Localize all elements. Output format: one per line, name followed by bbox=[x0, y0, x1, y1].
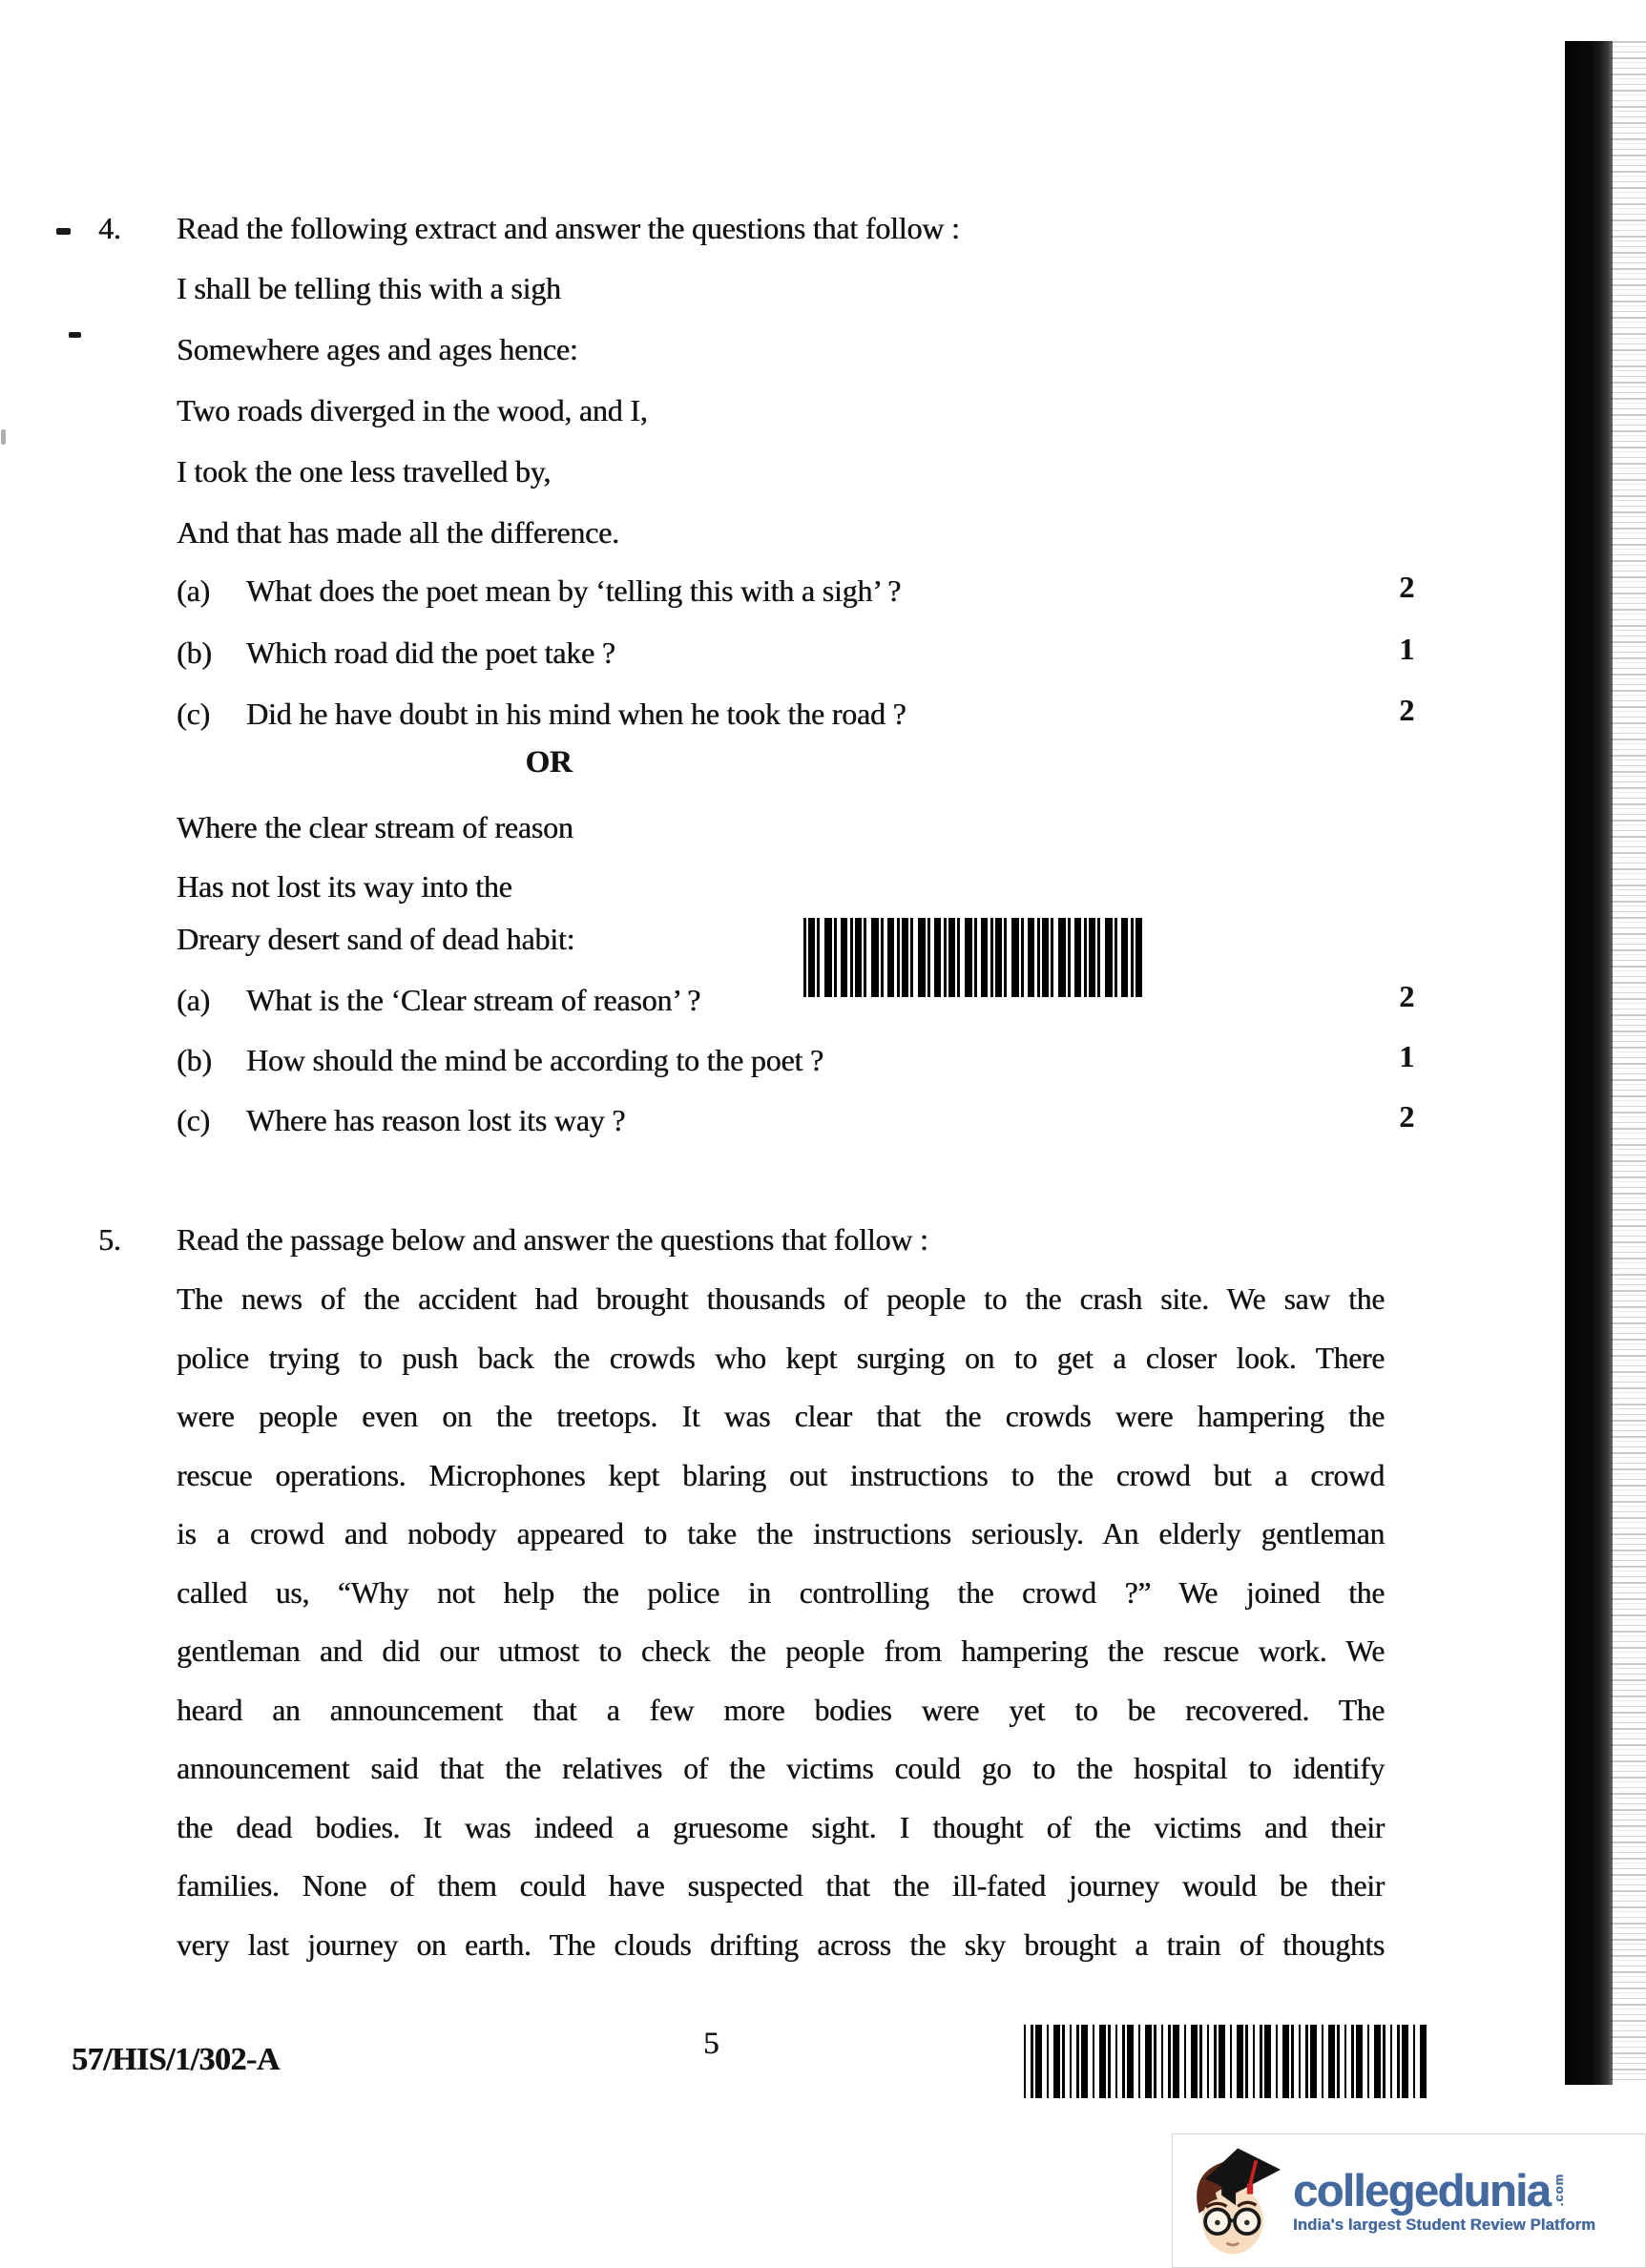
sub-question-text: How should the mind be according to the poet ? bbox=[246, 1043, 823, 1077]
passage-line: announcement said that the relatives of the victims could go to the hospital to identify bbox=[177, 1752, 1385, 1785]
collegedunia-logo-text: collegedunia bbox=[1293, 2164, 1551, 2216]
poem-line: Dreary desert sand of dead habit: bbox=[177, 922, 575, 956]
sub-question-label: (b) bbox=[177, 635, 212, 670]
passage-line: is a crowd and nobody appeared to take the instructions seriously. An elderly gentleman bbox=[177, 1517, 1385, 1550]
question-5-number: 5. bbox=[98, 1222, 121, 1257]
scan-edge-noise bbox=[1611, 41, 1646, 2085]
sub-question-row bbox=[177, 979, 1414, 1018]
scan-speck bbox=[1, 429, 6, 445]
sub-question-row bbox=[177, 1039, 1414, 1078]
marks-value: 1 bbox=[1399, 1039, 1414, 1073]
poem-line: I shall be telling this with a sigh bbox=[177, 271, 561, 305]
sub-question-row bbox=[177, 693, 1414, 732]
or-separator: OR bbox=[525, 745, 573, 780]
sub-question-label: (c) bbox=[177, 697, 210, 731]
collegedunia-tld-text: .com bbox=[1552, 2173, 1567, 2206]
passage-line: The news of the accident had brought thousands of people to the crash site. We saw the bbox=[177, 1282, 1385, 1316]
sub-question-row bbox=[177, 632, 1414, 671]
poem-line: And that has made all the difference. bbox=[177, 515, 619, 550]
scan-speck bbox=[69, 332, 81, 338]
reading-passage bbox=[177, 1270, 1385, 1974]
sub-question-row bbox=[177, 570, 1414, 609]
marks-value: 2 bbox=[1399, 1099, 1414, 1134]
passage-line: heard an announcement that a few more bodies were yet to be recovered. The bbox=[177, 1693, 1385, 1727]
sub-question-text: What does the poet mean by ‘telling this with a sigh’ ? bbox=[246, 573, 902, 608]
passage-line: were people even on the treetops. It was clear that the crowds were hampering the bbox=[177, 1400, 1385, 1433]
poem-line: Two roads diverged in the wood, and I, bbox=[177, 393, 648, 427]
collegedunia-tagline: India's largest Student Review Platform bbox=[1293, 2216, 1596, 2234]
passage-line: very last journey on earth. The clouds drifting across the sky brought a train of thoughts bbox=[177, 1927, 1385, 1962]
barcode bbox=[1024, 2025, 1427, 2098]
sub-question-text: What is the ‘Clear stream of reason’ ? bbox=[246, 983, 701, 1017]
marks-value: 1 bbox=[1399, 632, 1414, 666]
poem-line: Where the clear stream of reason bbox=[177, 810, 573, 844]
passage-line: families. None of them could have suspected that the ill-fated journey would be their bbox=[177, 1869, 1385, 1903]
question-5-intro: Read the passage below and answer the questions that follow : bbox=[177, 1222, 928, 1257]
passage-line: called us, “Why not help the police in controlling the crowd ?” We joined the bbox=[177, 1575, 1385, 1610]
poem-line: Somewhere ages and ages hence: bbox=[177, 332, 578, 366]
sub-question-label: (c) bbox=[177, 1103, 210, 1137]
sub-question-text: Which road did the poet take ? bbox=[246, 635, 615, 670]
sub-question-label: (a) bbox=[177, 573, 210, 608]
collegedunia-watermark bbox=[1172, 2133, 1646, 2268]
sub-question-row bbox=[177, 1099, 1414, 1138]
question-4-intro: Read the following extract and answer the questions that follow : bbox=[177, 211, 960, 245]
marks-value: 2 bbox=[1399, 570, 1414, 604]
passage-line: gentleman and did our utmost to check the people from hampering the rescue work. We bbox=[177, 1634, 1385, 1668]
scan-edge-strip bbox=[1565, 41, 1613, 2085]
sub-question-label: (a) bbox=[177, 983, 210, 1017]
marks-value: 2 bbox=[1399, 693, 1414, 727]
passage-line: police trying to push back the crowds who kept surging on to get a closer look. There bbox=[177, 1341, 1385, 1375]
passage-line: rescue operations. Microphones kept blaring out instructions to the crowd but a crowd bbox=[177, 1458, 1385, 1492]
scan-speck bbox=[56, 228, 71, 235]
paper-code: 57/HIS/1/302-A bbox=[72, 2042, 280, 2077]
collegedunia-mascot-icon bbox=[1178, 2140, 1291, 2262]
poem-line: Has not lost its way into the bbox=[177, 869, 512, 904]
question-4-number: 4. bbox=[98, 211, 121, 245]
passage-line: the dead bodies. It was indeed a gruesome sight. I thought of the victims and their bbox=[177, 1810, 1385, 1844]
marks-value: 2 bbox=[1399, 979, 1414, 1013]
sub-question-text: Where has reason lost its way ? bbox=[246, 1103, 626, 1137]
poem-line: I took the one less travelled by, bbox=[177, 454, 552, 489]
page-number: 5 bbox=[703, 2027, 719, 2061]
sub-question-text: Did he have doubt in his mind when he took the road ? bbox=[246, 697, 906, 731]
sub-question-label: (b) bbox=[177, 1043, 212, 1077]
